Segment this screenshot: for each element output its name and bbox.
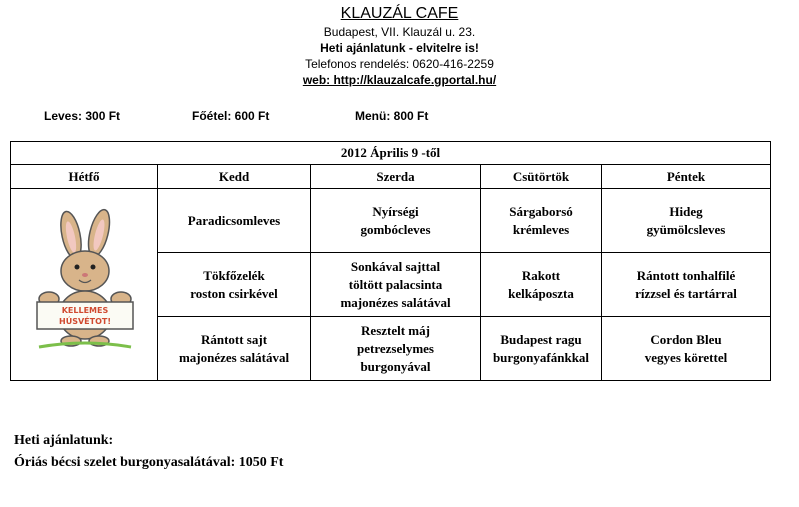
offer-heading: Heti ajánlatunk: xyxy=(14,433,114,448)
phone: Telefonos rendelés: 0620-416-2259 xyxy=(305,57,494,71)
day-tuesday: Kedd xyxy=(158,165,311,189)
dish-thu-1: Sárgaborsó krémleves xyxy=(481,189,602,253)
price-main: Főétel: 600 Ft xyxy=(192,109,270,123)
dish-fri-3: Cordon Bleu vegyes körettel xyxy=(602,317,771,381)
header xyxy=(0,4,799,88)
price-soup: Leves: 300 Ft xyxy=(44,109,121,123)
dish-wed-2: Sonkával sajttal töltött palacsinta majonézes salátával xyxy=(311,253,481,317)
dish-thu-3: Budapest ragu burgonyafánkkal xyxy=(481,317,602,381)
dish-tue-3: Rántott sajt majonézes salátával xyxy=(158,317,311,381)
day-friday: Péntek xyxy=(602,165,771,189)
weekly-menu-table xyxy=(10,141,771,381)
website[interactable]: web: http://klauzalcafe.gportal.hu/ xyxy=(302,73,497,87)
menu-date: 2012 Április 9 -től xyxy=(11,142,771,165)
day-thursday: Csütörtök xyxy=(481,165,602,189)
dish-wed-3: Resztelt máj petrezselymes burgonyával xyxy=(311,317,481,381)
easter-bunny-cell xyxy=(11,189,158,381)
offer-text: Óriás bécsi szelet burgonyasalátával: 1050 Ft xyxy=(14,455,284,470)
dish-fri-1: Hideg gyümölcsleves xyxy=(602,189,771,253)
weekly-offer xyxy=(14,430,283,474)
dish-tue-1: Paradicsomleves xyxy=(158,189,311,253)
svg-text:HÚSVÉTOT!: HÚSVÉTOT! xyxy=(59,317,111,326)
dish-tue-2: Tökfőzelék roston csirkével xyxy=(158,253,311,317)
address: Budapest, VII. Klauzál u. 23. xyxy=(323,25,476,39)
dish-fri-2: Rántott tonhalfilé rízzsel és tartárral xyxy=(602,253,771,317)
svg-text:KELLEMES: KELLEMES xyxy=(61,306,109,315)
easter-bunny-icon xyxy=(19,207,149,357)
table-row xyxy=(11,189,771,253)
tagline: Heti ajánlatunk - elvitelre is! xyxy=(320,41,479,55)
cafe-title: KLAUZÁL CAFE xyxy=(340,5,459,22)
dish-wed-1: Nyírségi gombócleves xyxy=(311,189,481,253)
price-menu: Menü: 800 Ft xyxy=(355,109,429,123)
dish-thu-2: Rakott kelkáposzta xyxy=(481,253,602,317)
day-wednesday: Szerda xyxy=(311,165,481,189)
day-monday: Hétfő xyxy=(11,165,158,189)
